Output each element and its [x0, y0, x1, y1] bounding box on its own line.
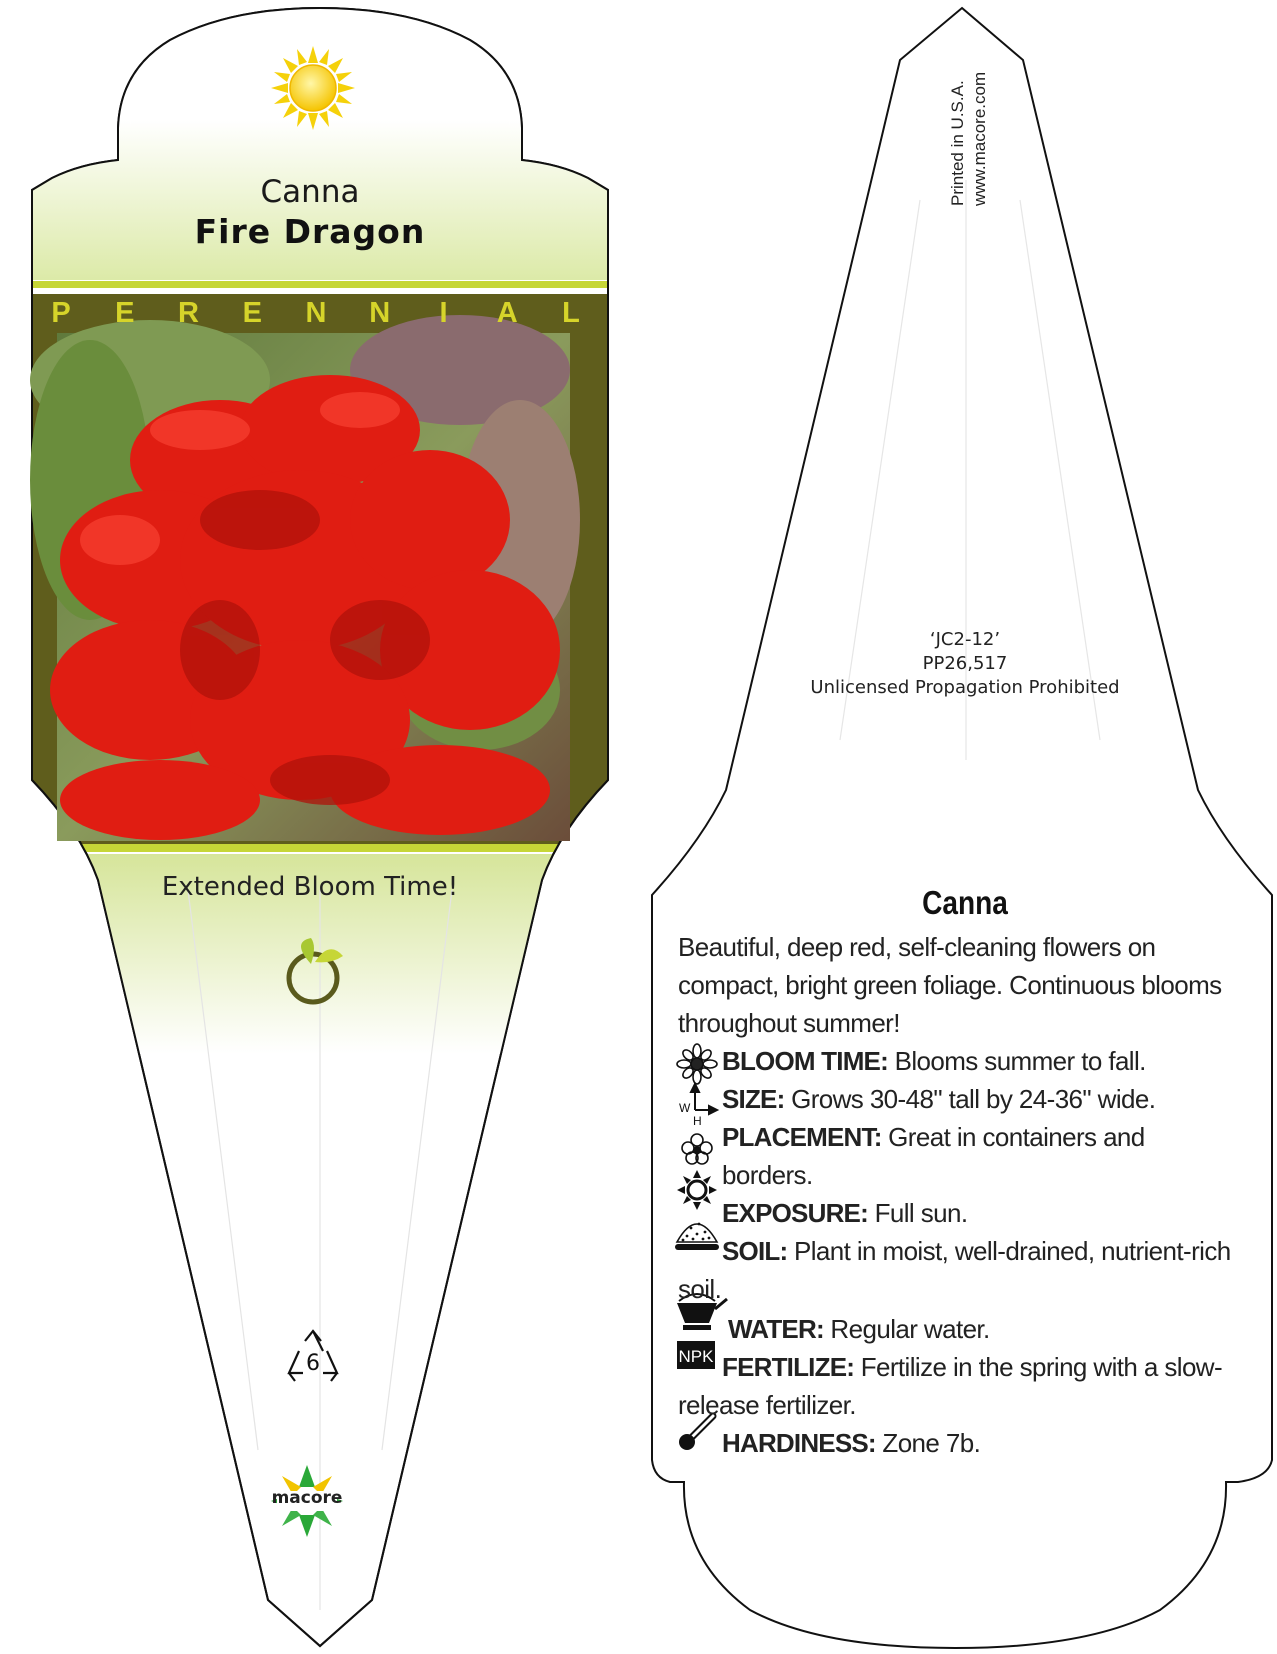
- care-row-bloom: [678, 1042, 1238, 1080]
- cultivar-name: ‘JC2-12’: [929, 629, 1001, 650]
- care-row-exposure: [678, 1194, 1238, 1232]
- care-text: Blooms summer to fall.: [887, 1046, 1146, 1076]
- patent-number: PP26,517: [922, 653, 1008, 674]
- npk-label: NPK: [678, 1347, 714, 1366]
- care-label: WATER:: [728, 1314, 824, 1344]
- website-line: www.macore.com: [970, 71, 989, 206]
- printed-line: Printed in U.S.A.: [948, 80, 967, 206]
- care-text: Full sun.: [867, 1198, 968, 1228]
- plant-type-letter: E: [242, 297, 262, 329]
- propagation-notice: Unlicensed Propagation Prohibited: [810, 677, 1120, 698]
- plant-type-letter: A: [496, 297, 518, 329]
- flower-photo: [30, 315, 580, 841]
- care-text: Regular water.: [823, 1314, 990, 1344]
- sun-icon: [271, 46, 355, 130]
- care-text: Zone 7b.: [875, 1428, 981, 1458]
- plant-type-letter: L: [562, 297, 580, 329]
- plant-type-letter: N: [369, 297, 391, 329]
- size-w-label: W: [679, 1101, 691, 1115]
- plant-type-letter: I: [439, 297, 448, 329]
- care-text: Fertilize in the spring with a slow-release fertilizer.: [678, 1352, 1223, 1420]
- care-row-size: [678, 1080, 1238, 1118]
- care-row-placement: [678, 1118, 1238, 1194]
- plant-type-letter: N: [305, 297, 327, 329]
- header-lime-stripe: [20, 281, 620, 288]
- plant-type-letter: P: [51, 297, 71, 329]
- care-label: BLOOM TIME:: [722, 1046, 888, 1076]
- front-variety-title: Fire Dragon: [194, 212, 426, 251]
- recycle-number: 6: [306, 1351, 320, 1376]
- lower-lime-stripe: [20, 844, 620, 852]
- plant-type-letter: E: [115, 297, 135, 329]
- plant-type-label: [46, 297, 586, 331]
- care-row-soil: [678, 1232, 1238, 1308]
- care-text: Great in containers and borders.: [722, 1122, 1145, 1190]
- description: Beautiful, deep red, self-cleaning flowers on compact, bright green foliage. Continuous blooms throughout summer!: [678, 932, 1222, 1038]
- care-text: Plant in moist, well-drained, nutrient-rich soil.: [678, 1236, 1231, 1304]
- plant-type-letter: R: [178, 297, 199, 329]
- care-row-hardiness: [678, 1424, 1238, 1462]
- care-label: PLACEMENT:: [722, 1122, 882, 1152]
- care-row-fertilize: [678, 1348, 1238, 1424]
- care-label: SIZE:: [722, 1084, 785, 1114]
- care-label: FERTILIZE:: [722, 1352, 855, 1382]
- care-row-water: [678, 1310, 1238, 1348]
- size-h-label: H: [693, 1114, 702, 1128]
- care-info: [678, 928, 1238, 1462]
- printed-in-notice: [947, 72, 991, 206]
- care-text: Grows 30-48" tall by 24-36" wide.: [784, 1084, 1156, 1114]
- cultivar-block: [770, 628, 1160, 700]
- back-title: Canna: [922, 884, 1008, 921]
- care-label: HARDINESS:: [722, 1428, 876, 1458]
- front-tagline: Extended Bloom Time!: [161, 872, 459, 902]
- brand-name: macore: [271, 1488, 343, 1508]
- care-label: SOIL:: [722, 1236, 788, 1266]
- care-label: EXPOSURE:: [722, 1198, 868, 1228]
- front-genus-title: Canna: [260, 174, 360, 210]
